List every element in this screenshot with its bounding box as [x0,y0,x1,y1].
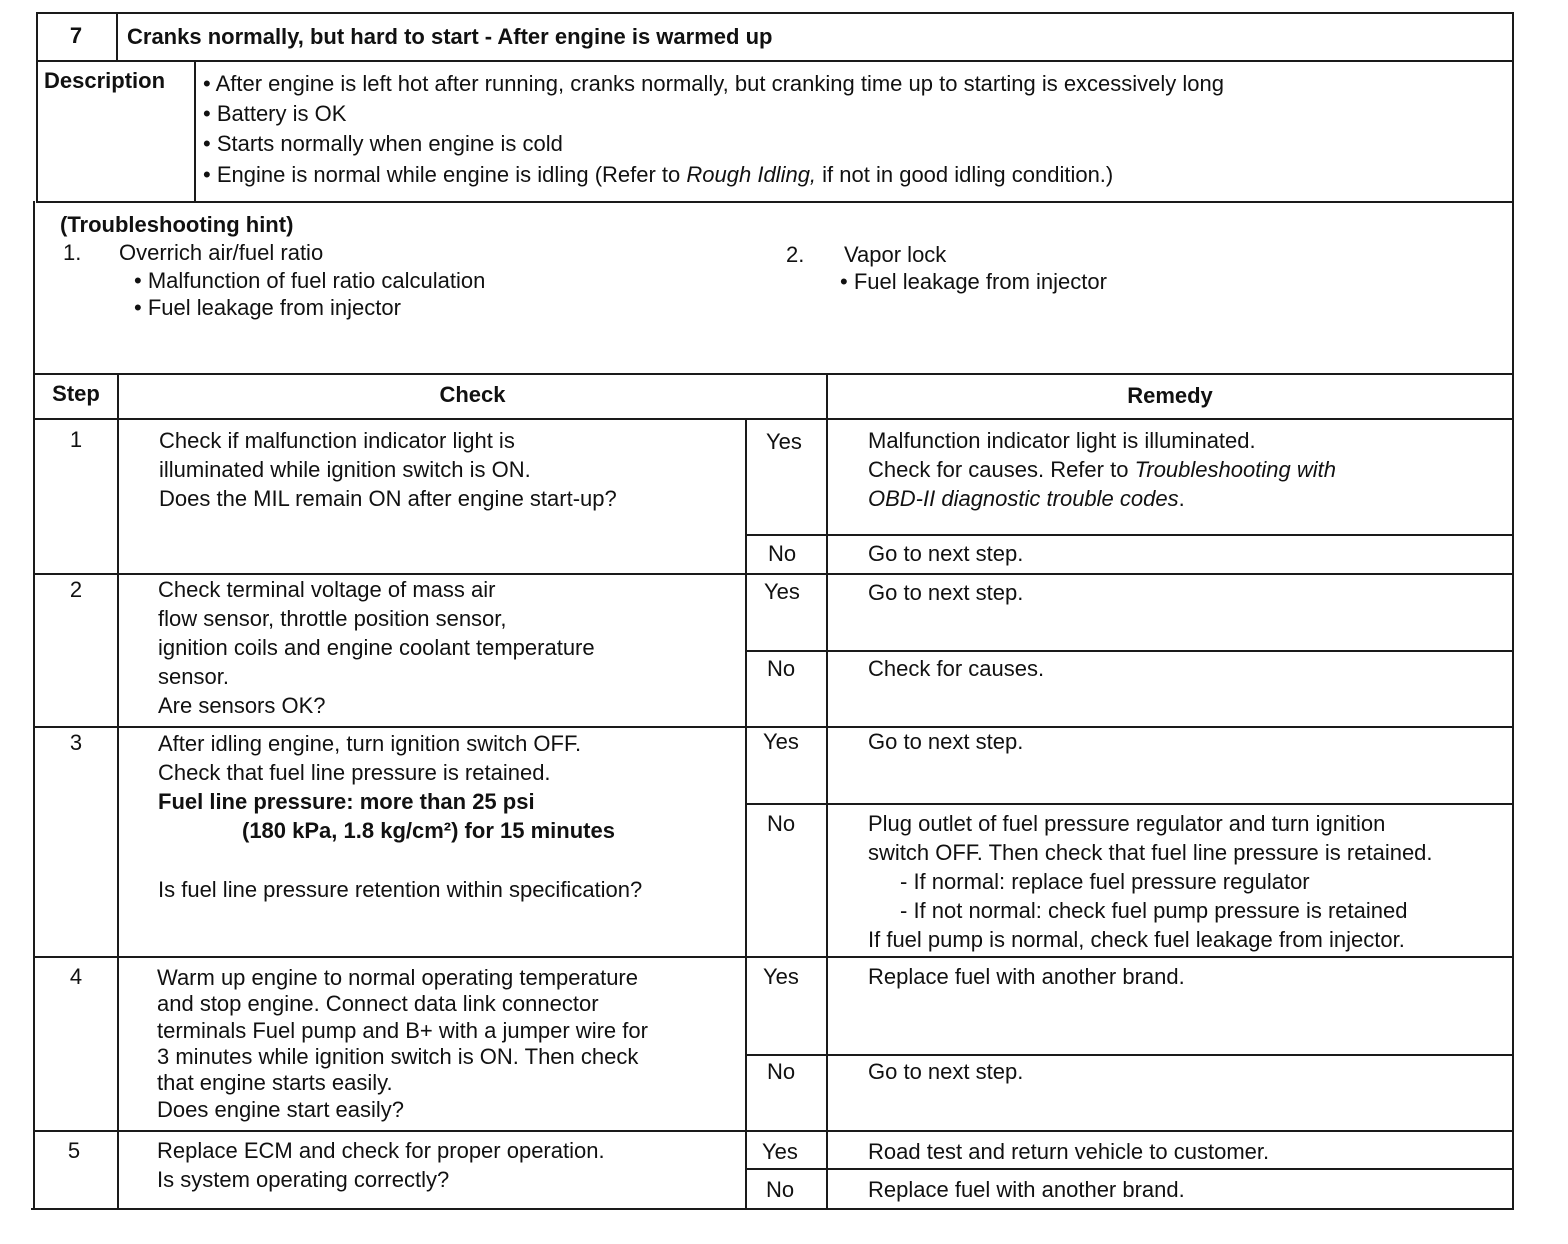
column-header-step: Step [52,381,100,406]
description-item-text: • Starts normally when engine is cold [203,131,563,156]
check-line: Are sensors OK? [158,693,326,718]
no-label: No [767,656,796,681]
remedy-text: Check for causes. Refer to [868,457,1135,482]
hint-bullet: • Fuel leakage from injector [134,295,401,320]
check-question: Is fuel line pressure retention within specification? [158,877,643,902]
description-item-suffix: if not in good idling condition.) [816,162,1114,187]
check-line: sensor. [158,664,229,689]
check-line: Check that fuel line pressure is retained. [158,760,551,785]
description-item [203,160,1113,190]
yes-label: Yes [762,1139,798,1164]
obd-reference: OBD-II diagnostic trouble codes [868,486,1179,511]
hint-heading: Vapor lock [844,242,947,267]
column-header-remedy: Remedy [1127,383,1213,408]
description-item-prefix: • Engine is normal while engine is idling (Refer to [203,162,687,187]
remedy-line: - If normal: replace fuel pressure regulator [900,869,1310,894]
remedy-line: Go to next step. [868,580,1024,605]
section-number: 7 [69,23,83,48]
check-line: flow sensor, throttle position sensor, [158,606,507,631]
spec-line: Fuel line pressure: more than 25 psi [158,789,535,814]
remedy-line: If fuel pump is normal, check fuel leakage from injector. [868,927,1405,952]
check-line: Does the MIL remain ON after engine start-up? [159,486,617,511]
check-line: After idling engine, turn ignition switch OFF. [158,731,582,756]
remedy-line: Go to next step. [868,729,1024,754]
yes-label: Yes [763,964,799,989]
check-line: Replace ECM and check for proper operation. [157,1138,605,1163]
remedy-line [868,484,1185,514]
remedy-line: Replace fuel with another brand. [868,964,1185,989]
remedy-line: switch OFF. Then check that fuel line pressure is retained. [868,840,1433,865]
remedy-line: Malfunction indicator light is illuminated. [868,428,1256,453]
yes-label: Yes [763,729,799,754]
check-line: Warm up engine to normal operating temperature [157,965,638,990]
check-line: illuminated while ignition switch is ON. [159,457,531,482]
check-line: terminals Fuel pump and B+ with a jumper wire for [157,1018,648,1043]
description-item: • Battery is OK [203,101,347,126]
check-line: ignition coils and engine coolant temperature [158,635,595,660]
step-number: 1 [69,427,83,452]
hint-heading: Overrich air/fuel ratio [119,240,324,265]
remedy-text: . [1178,486,1185,511]
remedy-line: Go to next step. [868,1059,1024,1084]
remedy-line: Road test and return vehicle to customer. [868,1139,1270,1164]
section-title: Cranks normally, but hard to start - After engine is warmed up [127,24,773,49]
hint-bullet: • Fuel leakage from injector [840,269,1107,294]
description-label: Description [44,68,166,93]
no-label: No [766,1177,795,1202]
rough-idling-reference: Rough Idling, [686,162,817,187]
yes-label: Yes [766,429,802,454]
step-number: 2 [69,577,83,602]
hint-number: 2. [786,242,805,267]
check-line: that engine starts easily. [157,1070,393,1095]
no-label: No [767,1059,796,1084]
no-label: No [768,541,797,566]
no-label: No [767,811,796,836]
check-line: Check if malfunction indicator light is [159,428,515,453]
obd-reference: Troubleshooting with [1134,457,1336,482]
column-header-check: Check [439,382,506,407]
description-item [203,129,563,159]
hint-title: (Troubleshooting hint) [60,212,294,237]
step-number: 3 [69,730,83,755]
check-line: Is system operating correctly? [157,1167,450,1192]
remedy-line: Plug outlet of fuel pressure regulator and turn ignition [868,811,1386,836]
hint-number: 1. [63,240,82,265]
hint-bullet: • Malfunction of fuel ratio calculation [134,268,486,293]
remedy-line: - If not normal: check fuel pump pressure is retained [900,898,1408,923]
check-line: Does engine start easily? [157,1097,405,1122]
remedy-line: Check for causes. [868,656,1045,681]
remedy-line [868,455,1336,485]
spec-line: (180 kPa, 1.8 kg/cm²) for 15 minutes [242,818,615,843]
check-line: and stop engine. Connect data link connector [157,991,599,1016]
step-number: 4 [69,964,83,989]
check-line: Check terminal voltage of mass air [158,577,496,602]
check-line: 3 minutes while ignition switch is ON. Then check [157,1044,639,1069]
remedy-line: Replace fuel with another brand. [868,1177,1185,1202]
step-number: 5 [67,1138,81,1163]
remedy-line: Go to next step. [868,541,1024,566]
description-item: • After engine is left hot after running, cranks normally, but cranking time up to starting is excessively long [203,71,1225,96]
yes-label: Yes [764,579,800,604]
